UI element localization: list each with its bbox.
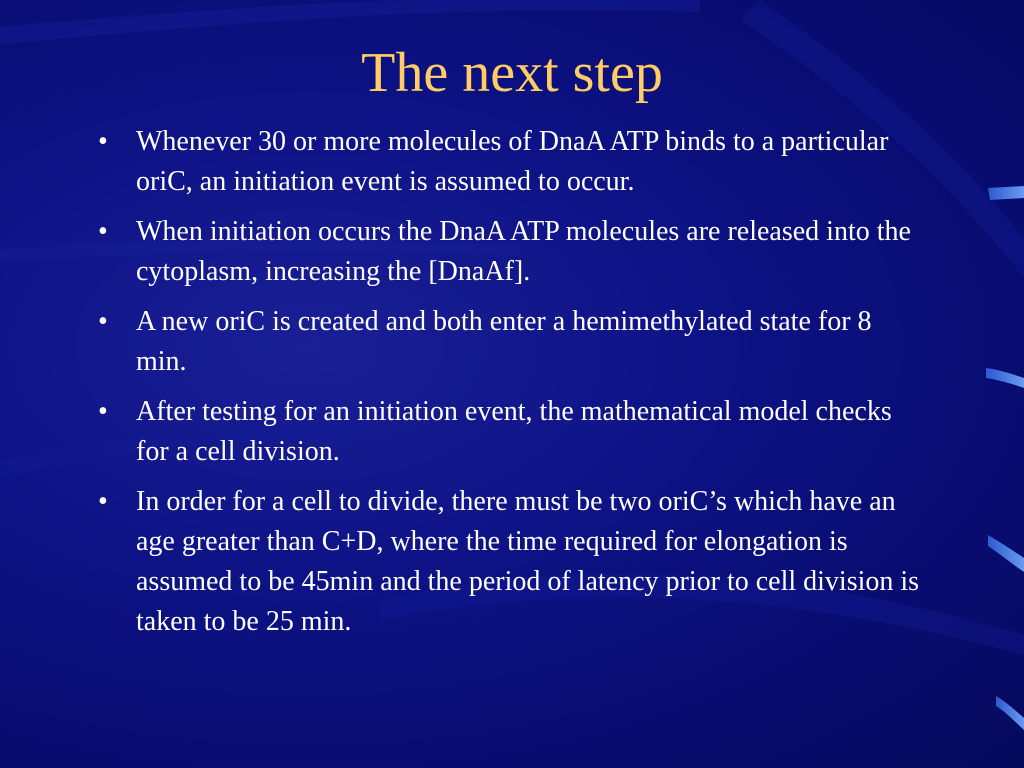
accent-streak <box>986 368 1024 388</box>
accent-streak <box>996 696 1024 730</box>
bullet-item <box>96 212 926 292</box>
accent-streak <box>988 186 1024 200</box>
bullet-text: Whenever 30 or more molecules of DnaA ATP binds to a particular oriC, an initiation event is assumed to occur. <box>136 126 889 197</box>
bullet-dot: • <box>98 306 108 337</box>
bullet-item <box>96 392 926 472</box>
bullet-text: When initiation occurs the DnaA ATP molecules are released into the cytoplasm, increasing the [DnaAf]. <box>136 216 911 287</box>
bullet-dot: • <box>98 396 108 427</box>
accent-streak <box>988 535 1024 572</box>
bullet-dot: • <box>98 486 108 517</box>
bullet-dot: • <box>98 126 108 157</box>
slide-title: The next step <box>361 42 663 104</box>
bullet-text: In order for a cell to divide, there must be two oriC’s which have an age greater than C+D, where the time required for elongation is assumed to be 45min and the period of latency prior to cell division is taken to be 25 min. <box>136 486 920 637</box>
bullet-item <box>96 302 926 382</box>
bullet-text: A new oriC is created and both enter a hemimethylated state for 8 min. <box>136 306 872 377</box>
bullet-list <box>96 122 926 652</box>
bullet-item <box>96 122 926 202</box>
bullet-text: After testing for an initiation event, the mathematical model checks for a cell division. <box>136 396 892 467</box>
bullet-item <box>96 482 926 642</box>
bullet-dot: • <box>98 216 108 247</box>
